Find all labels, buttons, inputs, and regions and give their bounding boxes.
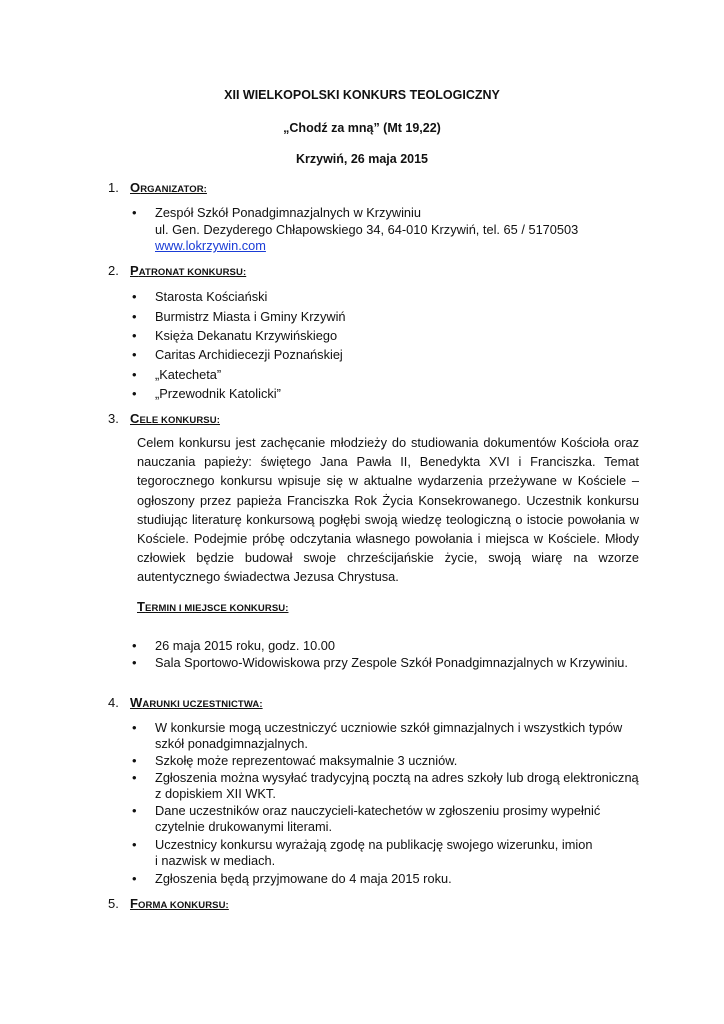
- section-title-organizer: ORGANIZATOR:: [130, 180, 207, 195]
- bullet: •: [132, 655, 137, 670]
- bullet: •: [132, 753, 137, 768]
- patronage-item: Starosta Kościański: [155, 289, 268, 304]
- condition-item-line: czytelnie drukowanymi literami.: [155, 819, 333, 834]
- section-title-goals: CELE KONKURSU:: [130, 411, 220, 426]
- bullet: •: [132, 770, 137, 785]
- bullet: •: [132, 205, 137, 220]
- section-title-patronage: PATRONAT KONKURSU:: [130, 263, 247, 278]
- document-motto: „Chodź za mną” (Mt 19,22): [283, 121, 441, 135]
- condition-item-line: z dopiskiem XII WKT.: [155, 786, 276, 801]
- bullet: •: [132, 720, 137, 735]
- term-item: Sala Sportowo-Widowiskowa przy Zespole Szkół Ponadgimnazjalnych w Krzywiniu.: [155, 655, 628, 670]
- patronage-item: Księża Dekanatu Krzywińskiego: [155, 328, 338, 343]
- section-number: 2.: [108, 263, 119, 278]
- document-date-place: Krzywiń, 26 maja 2015: [295, 152, 429, 166]
- patronage-item: „Katecheta”: [155, 367, 222, 382]
- term-item: 26 maja 2015 roku, godz. 10.00: [155, 638, 335, 653]
- bullet: •: [132, 367, 137, 382]
- bullet: •: [132, 328, 137, 343]
- goals-paragraph: Celem konkursu jest zachęcanie młodzieży do studiowania dokumentów Kościoła oraz nauczania papieży: świętego Jana Pawła II, Benedykta XVI i Franciszka. Temat tegorocznego konkursu wpisuje się w aktualne wydarzenia przeżywane w Kościele – ogłoszony przez papieża Franciszka Rok Życia Konsekrowanego. Uczestnik konkursu studiując literaturę konkursową pogłębi swoją wiedzę teologiczną o istocie powołania w Kościele. Podejmie próbę odczytania własnego powołania i miejsca w Kościele. Młody człowiek będzie budował swoje chrześcijańskie życie, swoją wiarę na wzorze autentycznego świadectwa Jezusa Chrystusa.: [137, 435, 639, 585]
- bullet: •: [132, 309, 137, 324]
- bullet: •: [132, 803, 137, 818]
- section-title-form: FORMA KONKURSU:: [130, 896, 229, 911]
- condition-item-line: Dane uczestników oraz nauczycieli-katechetów w zgłoszeniu prosimy wypełnić: [155, 803, 601, 818]
- bullet: •: [132, 837, 137, 852]
- section-number: 4.: [108, 695, 119, 710]
- section-title-term: TERMIN I MIEJSCE KONKURSU:: [137, 599, 289, 614]
- bullet: •: [132, 638, 137, 653]
- condition-item-line: szkół ponadgimnazjalnych.: [155, 736, 308, 751]
- condition-item-line: Zgłoszenia będą przyjmowane do 4 maja 2015 roku.: [155, 871, 452, 886]
- condition-item-line: W konkursie mogą uczestniczyć uczniowie szkół gimnazjalnych i wszystkich typów: [155, 720, 623, 735]
- patronage-item: Caritas Archidiecezji Poznańskiej: [155, 347, 343, 362]
- section-number: 5.: [108, 896, 119, 911]
- patronage-item: „Przewodnik Katolicki”: [155, 386, 281, 401]
- section-number: 3.: [108, 411, 119, 426]
- patronage-item: Burmistrz Miasta i Gminy Krzywiń: [155, 309, 346, 324]
- document-title: XII WIELKOPOLSKI KONKURS TEOLOGICZNY: [224, 88, 500, 102]
- bullet: •: [132, 871, 137, 886]
- section-title-conditions: WARUNKI UCZESTNICTWA:: [130, 695, 263, 710]
- organizer-address: ul. Gen. Dezyderego Chłapowskiego 34, 64-010 Krzywiń, tel. 65 / 5170503: [155, 222, 579, 237]
- section-number: 1.: [108, 180, 119, 195]
- bullet: •: [132, 386, 137, 401]
- condition-item-line: Uczestnicy konkursu wyrażają zgodę na publikację swojego wizerunku, imion: [155, 837, 593, 852]
- condition-item-line: Zgłoszenia można wysyłać tradycyjną pocztą na adres szkoły lub drogą elektroniczną: [155, 770, 639, 785]
- organizer-name: Zespół Szkół Ponadgimnazjalnych w Krzywiniu: [155, 205, 422, 220]
- organizer-website-link[interactable]: www.lokrzywin.com: [155, 238, 266, 253]
- bullet: •: [132, 289, 137, 304]
- bullet: •: [132, 347, 137, 362]
- condition-item-line: Szkołę może reprezentować maksymalnie 3 uczniów.: [155, 753, 458, 768]
- condition-item-line: i nazwisk w mediach.: [155, 853, 276, 868]
